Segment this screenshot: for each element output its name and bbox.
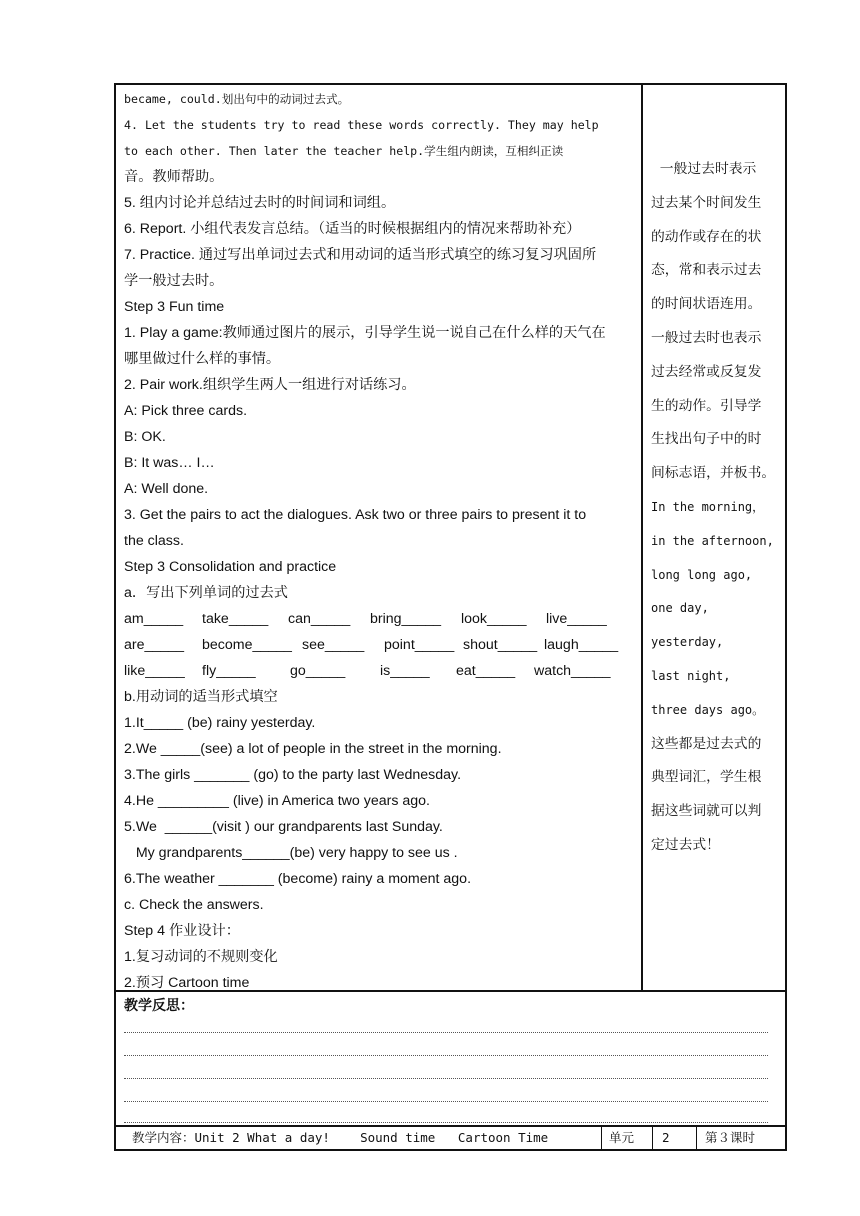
exercise-line: Step 4 作业设计： — [124, 923, 240, 939]
note-line: 一般过去时表示 — [651, 161, 757, 177]
exercise-line: b.用动词的适当形式填空 — [124, 689, 278, 705]
note-line: yesterday, — [651, 635, 724, 650]
exercise-word: become_____ — [202, 637, 292, 653]
procedure-line: 音。教师帮助。 — [124, 169, 224, 185]
note-line: 这些都是过去式的 — [651, 735, 762, 752]
exercise-line: 2.预习 Cartoon time — [124, 975, 250, 991]
procedure-line: A: Pick three cards. — [124, 403, 248, 419]
note-line: one day, — [651, 601, 709, 616]
note-line: 的动作或存在的状 — [651, 228, 762, 245]
reflection-title: 教学反思： — [124, 998, 194, 1014]
reflection-section — [116, 990, 785, 1126]
exercise-word: bring_____ — [370, 611, 441, 627]
procedure-line: 2. Pair work.组织学生两人一组进行对话练习。 — [124, 377, 416, 393]
reflection-line[interactable] — [124, 1032, 768, 1033]
exercise-word: point_____ — [384, 637, 455, 653]
procedure-line: Step 3 Consolidation and practice — [124, 559, 337, 575]
note-line: 定过去式！ — [651, 837, 720, 853]
footer-divider — [652, 1127, 653, 1149]
exercise-word: eat_____ — [456, 663, 516, 679]
note-line: In the morning， — [651, 500, 765, 514]
note-line: 据这些词就可以判 — [651, 803, 762, 820]
procedure-line: B: It was… I… — [124, 455, 215, 471]
procedure-line: 4. Let the students try to read these words correctly. They may help — [124, 118, 599, 132]
procedure-line: became, could.划出句中的动词过去式。 — [124, 92, 350, 106]
reflection-line[interactable] — [124, 1122, 768, 1123]
reflection-line[interactable] — [124, 1078, 768, 1079]
footer-divider — [696, 1127, 697, 1149]
exercise-line: 3.The girls _______ (go) to the party last Wednesday. — [124, 767, 462, 783]
procedure-line: 3. Get the pairs to act the dialogues. Ask two or three pairs to present it to — [124, 507, 587, 523]
exercise-word: like_____ — [124, 663, 185, 679]
procedure-line: a．写出下列单词的过去式 — [124, 585, 288, 601]
footer-row — [116, 1125, 785, 1149]
procedure-line: 5. 组内讨论并总结过去时的时间词和词组。 — [124, 195, 396, 211]
lesson-plan-table — [114, 83, 787, 1151]
footer-unit-number: 2 — [662, 1130, 670, 1145]
note-line: 态，常和表示过去 — [651, 262, 762, 279]
exercise-word: go_____ — [290, 663, 346, 679]
procedure-line: 1. Play a game:教师通过图片的展示，引导学生说一说自己在什么样的天气在 — [124, 325, 606, 341]
note-line: 生找出句子中的时 — [651, 431, 762, 448]
procedure-line: A: Well done. — [124, 481, 209, 497]
note-line: 间标志语，并板书。 — [651, 465, 776, 482]
note-line: 的时间状语连用。 — [651, 296, 762, 313]
exercise-word: am_____ — [124, 611, 184, 627]
note-line: 过去经常或反复发 — [651, 363, 762, 380]
exercise-line: 1.复习动词的不规则变化 — [124, 949, 278, 965]
exercise-word: watch_____ — [534, 663, 611, 679]
procedure-cell — [116, 85, 643, 990]
note-line: last night, — [651, 669, 731, 683]
exercise-word: shout_____ — [463, 637, 538, 653]
exercise-line: c. Check the answers. — [124, 897, 264, 913]
footer-divider — [601, 1127, 602, 1149]
exercise-word: live_____ — [546, 611, 607, 627]
procedure-line: B: OK. — [124, 429, 166, 445]
exercise-line: 4.He _________ (live) in America two years ago. — [124, 793, 430, 809]
exercise-line: 5.We ______(visit ) our grandparents last Sunday. — [124, 819, 443, 835]
note-line: 典型词汇，学生根 — [651, 769, 762, 786]
procedure-line: the class. — [124, 533, 184, 549]
notes-cell — [643, 85, 785, 990]
footer-content: 教学内容：Unit 2 What a day! Sound time Cartoon Time — [132, 1130, 549, 1145]
footer-lesson: 第３课时 — [705, 1130, 756, 1145]
exercise-word: laugh_____ — [544, 637, 619, 653]
note-line: 一般过去时也表示 — [651, 330, 762, 346]
note-line: long long ago, — [651, 567, 753, 582]
reflection-line[interactable] — [124, 1101, 768, 1102]
procedure-line: 6. Report. 小组代表发言总结。（适当的时候根据组内的情况来帮助补充） — [124, 221, 581, 237]
exercise-word: can_____ — [288, 611, 351, 627]
exercise-word: is_____ — [380, 663, 430, 679]
procedure-line: 7. Practice. 通过写出单词过去式和用动词的适当形式填空的练习复习巩固所 — [124, 247, 597, 263]
exercise-line: 6.The weather _______ (become) rainy a moment ago. — [124, 871, 472, 887]
exercise-line: 1.It_____ (be) rainy yesterday. — [124, 715, 316, 731]
note-line: 生的动作。引导学 — [651, 397, 762, 414]
note-line: in the afternoon, — [651, 533, 774, 548]
note-line: 过去某个时间发生 — [651, 194, 762, 211]
exercise-word: take_____ — [202, 611, 269, 627]
exercise-word: are_____ — [124, 637, 184, 653]
procedure-line: Step 3 Fun time — [124, 299, 225, 315]
footer-unit-label: 单元 — [609, 1130, 635, 1145]
exercise-word: see_____ — [302, 637, 365, 653]
procedure-line: 学一般过去时。 — [124, 273, 224, 289]
procedure-line: 哪里做过什么样的事情。 — [124, 351, 281, 367]
procedure-line: to each other. Then later the teacher help.学生组内朗读，互相纠正读 — [124, 144, 564, 158]
note-line: three days ago。 — [651, 702, 765, 717]
exercise-line: My grandparents______(be) very happy to see us . — [124, 845, 458, 861]
exercise-line: 2.We _____(see) a lot of people in the street in the morning. — [124, 741, 502, 757]
exercise-word: fly_____ — [202, 663, 256, 679]
reflection-line[interactable] — [124, 1055, 768, 1056]
exercise-word: look_____ — [461, 611, 527, 627]
